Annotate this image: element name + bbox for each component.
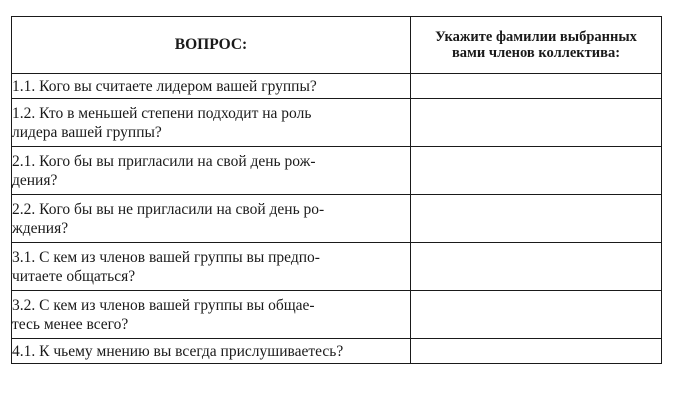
answer-header-line-1: Укажите фамилии выбранных [435, 29, 637, 45]
survey-table [11, 16, 662, 364]
table-row [12, 339, 662, 364]
question-cell [12, 147, 411, 195]
answer-cell[interactable] [411, 74, 662, 99]
table-row [12, 147, 662, 195]
question-cell [12, 291, 411, 339]
question-line: читаете общаться? [12, 267, 136, 285]
answer-header-line-2: вами членов коллектива: [451, 45, 621, 61]
table-row [12, 74, 662, 99]
question-cell [12, 243, 411, 291]
question-line: 3.1. С кем из членов вашей группы вы предпо- [12, 248, 320, 266]
answer-cell[interactable] [411, 195, 662, 243]
answer-cell[interactable] [411, 243, 662, 291]
question-cell [12, 195, 411, 243]
question-cell [12, 99, 411, 147]
answer-cell[interactable] [411, 339, 662, 364]
table-row [12, 243, 662, 291]
question-line: 4.1. К чьему мнению вы всегда прислушиваетесь? [12, 342, 344, 360]
question-header: ВОПРОС: [12, 17, 411, 74]
question-line: ждения? [12, 219, 69, 237]
question-cell [12, 74, 411, 99]
question-line: 2.2. Кого бы вы не пригласили на свой день ро- [12, 200, 325, 218]
question-line: 2.1. Кого бы вы пригласили на свой день рож- [12, 152, 316, 170]
answer-header [411, 17, 662, 74]
table-row [12, 99, 662, 147]
question-cell [12, 339, 411, 364]
answer-cell[interactable] [411, 99, 662, 147]
question-line: лидера вашей группы? [12, 123, 162, 141]
header-row [12, 17, 662, 74]
answer-cell[interactable] [411, 147, 662, 195]
answer-cell[interactable] [411, 291, 662, 339]
table-row [12, 291, 662, 339]
question-line: тесь менее всего? [12, 315, 129, 333]
question-line: 3.2. С кем из членов вашей группы вы общае- [12, 296, 315, 314]
question-line: 1.1. Кого вы считаете лидером вашей группы? [12, 77, 317, 95]
table-row [12, 195, 662, 243]
question-line: 1.2. Кто в меньшей степени подходит на роль [12, 104, 312, 122]
question-line: дения? [12, 171, 58, 189]
